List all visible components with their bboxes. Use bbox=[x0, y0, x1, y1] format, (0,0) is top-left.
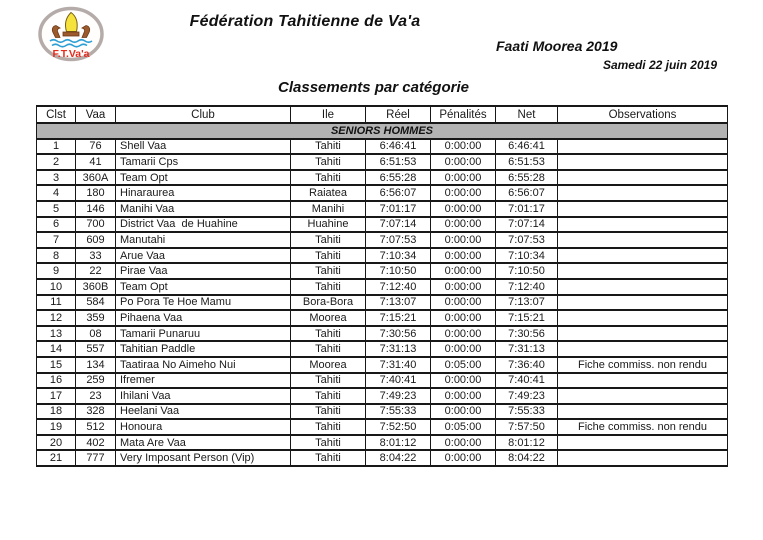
cell-reel: 7:15:21 bbox=[366, 310, 431, 326]
cell-ile: Raiatea bbox=[291, 185, 366, 201]
cell-observations bbox=[558, 248, 728, 264]
cell-net: 7:55:33 bbox=[496, 404, 558, 420]
cell-net: 8:01:12 bbox=[496, 435, 558, 451]
cell-clst: 8 bbox=[37, 248, 76, 264]
column-header-ile: Ile bbox=[291, 106, 366, 123]
cell-penalites: 0:00:00 bbox=[431, 404, 496, 420]
cell-reel: 7:13:07 bbox=[366, 295, 431, 311]
cell-observations bbox=[558, 373, 728, 389]
cell-observations: Fiche commiss. non rendu bbox=[558, 419, 728, 435]
cell-ile: Moorea bbox=[291, 357, 366, 373]
cell-observations bbox=[558, 450, 728, 466]
cell-club: Manihi Vaa bbox=[116, 201, 291, 217]
column-header-reel: Réel bbox=[366, 106, 431, 123]
cell-ile: Tahiti bbox=[291, 419, 366, 435]
table-row bbox=[37, 217, 728, 233]
cell-vaa: 146 bbox=[76, 201, 116, 217]
cell-reel: 7:31:13 bbox=[366, 341, 431, 357]
cell-club: Shell Vaa bbox=[116, 139, 291, 155]
cell-reel: 6:46:41 bbox=[366, 139, 431, 155]
cell-net: 8:04:22 bbox=[496, 450, 558, 466]
cell-vaa: 134 bbox=[76, 357, 116, 373]
cell-club: Honoura bbox=[116, 419, 291, 435]
cell-reel: 7:12:40 bbox=[366, 279, 431, 295]
cell-net: 7:07:14 bbox=[496, 217, 558, 233]
cell-observations bbox=[558, 295, 728, 311]
cell-vaa: 22 bbox=[76, 263, 116, 279]
cell-reel: 6:55:28 bbox=[366, 170, 431, 186]
cell-net: 6:51:53 bbox=[496, 154, 558, 170]
cell-penalites: 0:00:00 bbox=[431, 326, 496, 342]
cell-penalites: 0:00:00 bbox=[431, 170, 496, 186]
cell-penalites: 0:00:00 bbox=[431, 295, 496, 311]
cell-vaa: 23 bbox=[76, 388, 116, 404]
cell-vaa: 328 bbox=[76, 404, 116, 420]
table-row bbox=[37, 404, 728, 420]
cell-ile: Tahiti bbox=[291, 248, 366, 264]
table-row bbox=[37, 201, 728, 217]
cell-net: 6:56:07 bbox=[496, 185, 558, 201]
cell-observations bbox=[558, 217, 728, 233]
cell-ile: Tahiti bbox=[291, 279, 366, 295]
table-row bbox=[37, 248, 728, 264]
cell-clst: 19 bbox=[37, 419, 76, 435]
cell-observations bbox=[558, 263, 728, 279]
cell-vaa: 180 bbox=[76, 185, 116, 201]
cell-net: 7:57:50 bbox=[496, 419, 558, 435]
cell-net: 7:31:13 bbox=[496, 341, 558, 357]
cell-reel: 7:30:56 bbox=[366, 326, 431, 342]
cell-ile: Huahine bbox=[291, 217, 366, 233]
cell-vaa: 08 bbox=[76, 326, 116, 342]
cell-ile: Tahiti bbox=[291, 170, 366, 186]
results-table bbox=[36, 105, 728, 467]
cell-reel: 7:55:33 bbox=[366, 404, 431, 420]
cell-club: Tamarii Punaruu bbox=[116, 326, 291, 342]
cell-clst: 10 bbox=[37, 279, 76, 295]
ftvaa-logo-graphic bbox=[37, 6, 105, 63]
cell-club: Hinaraurea bbox=[116, 185, 291, 201]
cell-clst: 7 bbox=[37, 232, 76, 248]
cell-penalites: 0:00:00 bbox=[431, 450, 496, 466]
cell-penalites: 0:00:00 bbox=[431, 373, 496, 389]
cell-observations bbox=[558, 326, 728, 342]
cell-club: Tahitian Paddle bbox=[116, 341, 291, 357]
table-row bbox=[37, 326, 728, 342]
cell-club: Taatiraa No Aimeho Nui bbox=[116, 357, 291, 373]
cell-clst: 12 bbox=[37, 310, 76, 326]
cell-vaa: 359 bbox=[76, 310, 116, 326]
cell-net: 7:07:53 bbox=[496, 232, 558, 248]
table-header bbox=[37, 106, 728, 123]
cell-reel: 8:01:12 bbox=[366, 435, 431, 451]
cell-vaa: 360B bbox=[76, 279, 116, 295]
cell-vaa: 402 bbox=[76, 435, 116, 451]
logo-text: F.T.Va'a bbox=[52, 48, 90, 60]
cell-reel: 7:52:50 bbox=[366, 419, 431, 435]
cell-clst: 15 bbox=[37, 357, 76, 373]
cell-penalites: 0:00:00 bbox=[431, 232, 496, 248]
table-row bbox=[37, 232, 728, 248]
cell-reel: 6:51:53 bbox=[366, 154, 431, 170]
cell-vaa: 41 bbox=[76, 154, 116, 170]
table-row bbox=[37, 388, 728, 404]
cell-penalites: 0:00:00 bbox=[431, 217, 496, 233]
cell-net: 7:40:41 bbox=[496, 373, 558, 389]
cell-clst: 11 bbox=[37, 295, 76, 311]
cell-club: Manutahi bbox=[116, 232, 291, 248]
cell-observations bbox=[558, 139, 728, 155]
cell-observations bbox=[558, 388, 728, 404]
cell-club: Mata Are Vaa bbox=[116, 435, 291, 451]
cell-penalites: 0:00:00 bbox=[431, 263, 496, 279]
cell-penalites: 0:00:00 bbox=[431, 279, 496, 295]
table-row bbox=[37, 450, 728, 466]
cell-net: 7:49:23 bbox=[496, 388, 558, 404]
cell-clst: 2 bbox=[37, 154, 76, 170]
cell-club: Tamarii Cps bbox=[116, 154, 291, 170]
cell-club: Ihilani Vaa bbox=[116, 388, 291, 404]
cell-ile: Moorea bbox=[291, 310, 366, 326]
cell-vaa: 700 bbox=[76, 217, 116, 233]
cell-clst: 1 bbox=[37, 139, 76, 155]
cell-reel: 8:04:22 bbox=[366, 450, 431, 466]
cell-clst: 17 bbox=[37, 388, 76, 404]
cell-observations bbox=[558, 154, 728, 170]
cell-net: 7:15:21 bbox=[496, 310, 558, 326]
cell-reel: 7:07:14 bbox=[366, 217, 431, 233]
ftvaa-logo bbox=[37, 6, 105, 63]
table-row bbox=[37, 341, 728, 357]
cell-clst: 18 bbox=[37, 404, 76, 420]
table-row bbox=[37, 139, 728, 155]
cell-reel: 6:56:07 bbox=[366, 185, 431, 201]
cell-ile: Tahiti bbox=[291, 373, 366, 389]
cell-ile: Tahiti bbox=[291, 232, 366, 248]
column-header-club: Club bbox=[116, 106, 291, 123]
cell-ile: Tahiti bbox=[291, 450, 366, 466]
table-row bbox=[37, 263, 728, 279]
cell-penalites: 0:00:00 bbox=[431, 154, 496, 170]
table-row bbox=[37, 279, 728, 295]
cell-vaa: 33 bbox=[76, 248, 116, 264]
cell-net: 7:10:50 bbox=[496, 263, 558, 279]
header-row bbox=[37, 106, 728, 123]
cell-ile: Tahiti bbox=[291, 263, 366, 279]
cell-ile: Tahiti bbox=[291, 404, 366, 420]
cell-vaa: 512 bbox=[76, 419, 116, 435]
page-subtitle: Classements par catégorie bbox=[278, 79, 469, 96]
cell-penalites: 0:00:00 bbox=[431, 185, 496, 201]
table-row bbox=[37, 373, 728, 389]
cell-net: 6:46:41 bbox=[496, 139, 558, 155]
cell-club: Team Opt bbox=[116, 279, 291, 295]
cell-ile: Bora-Bora bbox=[291, 295, 366, 311]
table-row bbox=[37, 357, 728, 373]
cell-clst: 20 bbox=[37, 435, 76, 451]
cell-clst: 9 bbox=[37, 263, 76, 279]
cell-net: 7:36:40 bbox=[496, 357, 558, 373]
table-row bbox=[37, 185, 728, 201]
cell-club: Arue Vaa bbox=[116, 248, 291, 264]
cell-penalites: 0:05:00 bbox=[431, 419, 496, 435]
cell-vaa: 76 bbox=[76, 139, 116, 155]
table-row bbox=[37, 435, 728, 451]
federation-title: Fédération Tahitienne de Va'a bbox=[189, 13, 421, 30]
cell-penalites: 0:00:00 bbox=[431, 139, 496, 155]
cell-clst: 5 bbox=[37, 201, 76, 217]
cell-clst: 21 bbox=[37, 450, 76, 466]
cell-net: 7:10:34 bbox=[496, 248, 558, 264]
category-band: SENIORS HOMMES bbox=[37, 123, 728, 139]
column-header-vaa: Vaa bbox=[76, 106, 116, 123]
cell-ile: Manihi bbox=[291, 201, 366, 217]
cell-ile: Tahiti bbox=[291, 139, 366, 155]
cell-penalites: 0:00:00 bbox=[431, 388, 496, 404]
cell-penalites: 0:00:00 bbox=[431, 341, 496, 357]
cell-net: 7:01:17 bbox=[496, 201, 558, 217]
cell-ile: Tahiti bbox=[291, 154, 366, 170]
cell-reel: 7:07:53 bbox=[366, 232, 431, 248]
table-row bbox=[37, 154, 728, 170]
category-row bbox=[37, 123, 728, 139]
cell-penalites: 0:00:00 bbox=[431, 435, 496, 451]
column-header-clst: Clst bbox=[37, 106, 76, 123]
cell-ile: Tahiti bbox=[291, 388, 366, 404]
cell-clst: 16 bbox=[37, 373, 76, 389]
cell-vaa: 360A bbox=[76, 170, 116, 186]
cell-observations bbox=[558, 232, 728, 248]
cell-penalites: 0:00:00 bbox=[431, 201, 496, 217]
cell-vaa: 259 bbox=[76, 373, 116, 389]
cell-clst: 14 bbox=[37, 341, 76, 357]
cell-club: Team Opt bbox=[116, 170, 291, 186]
cell-vaa: 584 bbox=[76, 295, 116, 311]
table-row bbox=[37, 295, 728, 311]
cell-vaa: 777 bbox=[76, 450, 116, 466]
cell-observations bbox=[558, 404, 728, 420]
cell-observations bbox=[558, 279, 728, 295]
cell-reel: 7:40:41 bbox=[366, 373, 431, 389]
cell-observations bbox=[558, 310, 728, 326]
event-date: Samedi 22 juin 2019 bbox=[602, 58, 717, 72]
cell-penalites: 0:05:00 bbox=[431, 357, 496, 373]
cell-net: 7:13:07 bbox=[496, 295, 558, 311]
cell-observations bbox=[558, 170, 728, 186]
cell-reel: 7:10:34 bbox=[366, 248, 431, 264]
cell-reel: 7:01:17 bbox=[366, 201, 431, 217]
cell-clst: 3 bbox=[37, 170, 76, 186]
table-row bbox=[37, 310, 728, 326]
cell-net: 6:55:28 bbox=[496, 170, 558, 186]
cell-penalites: 0:00:00 bbox=[431, 248, 496, 264]
cell-vaa: 557 bbox=[76, 341, 116, 357]
cell-reel: 7:10:50 bbox=[366, 263, 431, 279]
cell-club: Heelani Vaa bbox=[116, 404, 291, 420]
cell-net: 7:12:40 bbox=[496, 279, 558, 295]
cell-vaa: 609 bbox=[76, 232, 116, 248]
cell-net: 7:30:56 bbox=[496, 326, 558, 342]
cell-clst: 13 bbox=[37, 326, 76, 342]
table-row bbox=[37, 170, 728, 186]
column-header-penalites: Pénalités bbox=[431, 106, 496, 123]
cell-reel: 7:49:23 bbox=[366, 388, 431, 404]
cell-ile: Tahiti bbox=[291, 341, 366, 357]
cell-clst: 4 bbox=[37, 185, 76, 201]
cell-club: Pihaena Vaa bbox=[116, 310, 291, 326]
cell-club: Ifremer bbox=[116, 373, 291, 389]
cell-observations: Fiche commiss. non rendu bbox=[558, 357, 728, 373]
column-header-net: Net bbox=[496, 106, 558, 123]
cell-ile: Tahiti bbox=[291, 435, 366, 451]
cell-club: District Vaa de Huahine bbox=[116, 217, 291, 233]
cell-penalites: 0:00:00 bbox=[431, 310, 496, 326]
cell-reel: 7:31:40 bbox=[366, 357, 431, 373]
table-row bbox=[37, 419, 728, 435]
cell-club: Pirae Vaa bbox=[116, 263, 291, 279]
cell-club: Very Imposant Person (Vip) bbox=[116, 450, 291, 466]
cell-ile: Tahiti bbox=[291, 326, 366, 342]
cell-observations bbox=[558, 201, 728, 217]
canoe-hull-icon bbox=[63, 32, 79, 36]
cell-club: Po Pora Te Hoe Mamu bbox=[116, 295, 291, 311]
cell-observations bbox=[558, 185, 728, 201]
event-title: Faati Moorea 2019 bbox=[496, 38, 618, 54]
cell-clst: 6 bbox=[37, 217, 76, 233]
cell-observations bbox=[558, 435, 728, 451]
cell-observations bbox=[558, 341, 728, 357]
column-header-observations: Observations bbox=[558, 106, 728, 123]
